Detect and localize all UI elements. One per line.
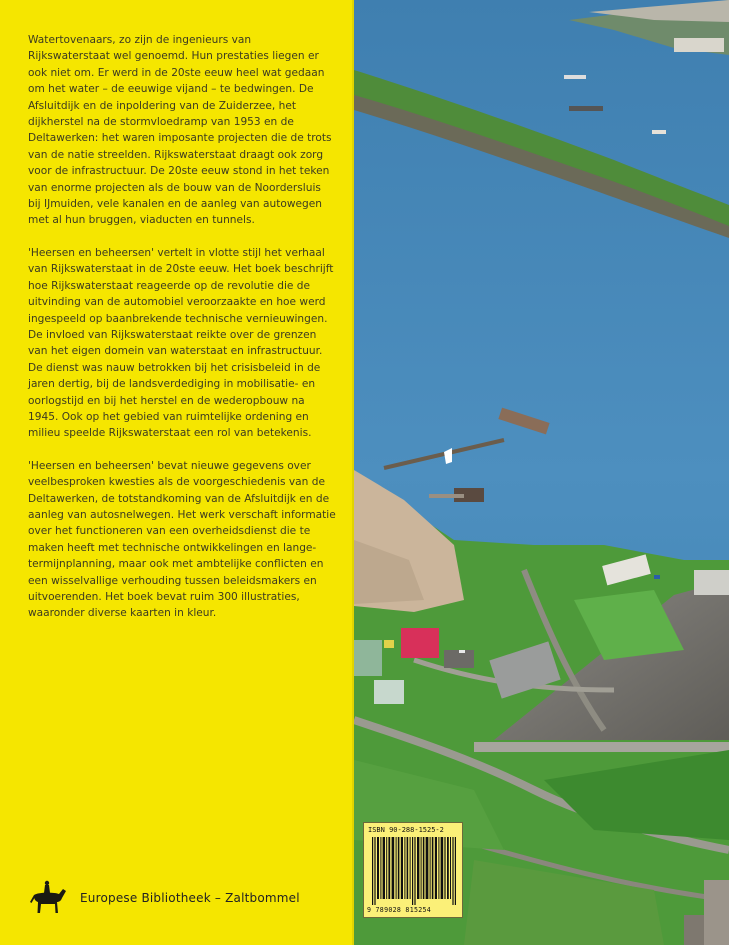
aerial-harbor-image bbox=[354, 0, 729, 945]
horse-rider-icon bbox=[28, 880, 68, 916]
barcode-number: 9 789028 815254 bbox=[367, 906, 432, 914]
blurb-paragraph-3: 'Heersen en beheersen' bevat nieuwe gegevens over veelbesproken kwesties als de voorgeschiedenis van de Deltawerken, de totstandkoming van de Afsluitdijk en de aanleg van autosnelwegen. Het werk verschaft informatie over het functioneren van een overheidsdienst die te maken heeft met technische ontwikkelingen en lange-termijnplanning, maar ook met ambtelijke conflicten en een wisselvallige verhouding tussen beleidsmakers en uitvoerenden. Het boek bevat ruim 300 illustraties, waaronder diverse kaarten in kleur. bbox=[28, 459, 336, 620]
blurb-paragraph-2: 'Heersen en beheersen' vertelt in vlotte stijl het verhaal van Rijkswaterstaat in de 20ste eeuw. Het boek beschrijft hoe Rijkswaterstaat reageerde op de revolutie die de uitvinding van de automobiel veroorzaakte en hoe werd ingespeeld op baanbrekende technische vernieuwingen. De invloed van Rijkswaterstaat reikte over de grenzen van het eigen domein van waterstaat en infrastructuur. De dienst was nauw betrokken bij het crisisbeleid in de jaren dertig, bij de landsverdediging in mobilisatie- en oorlogstijd en bij het herstel en de wederopbouw na 1945. Ook op het gebied van ruimtelijke ordening en milieu speelde Rijkswaterstaat een rol van betekenis. bbox=[28, 246, 334, 440]
blurb-text bbox=[28, 32, 336, 638]
publisher-imprint bbox=[28, 880, 300, 916]
publisher-name: Europese Bibliotheek – Zaltbommel bbox=[80, 891, 300, 905]
back-cover-text-panel bbox=[0, 0, 354, 945]
aerial-photo bbox=[354, 0, 729, 945]
isbn-barcode-label bbox=[363, 822, 463, 918]
isbn-text: ISBN 90-288-1525-2 bbox=[368, 826, 444, 834]
barcode-icon bbox=[372, 837, 456, 905]
blurb-paragraph-1: Watertovenaars, zo zijn de ingenieurs van Rijkswaterstaat wel genoemd. Hun prestaties liegen er ook niet om. Er werd in de 20ste eeuw heel wat gedaan om het water – de eeuwige vijand – te bedwingen. De Afsluitdijk en de inpoldering van de Zuiderzee, het dijkherstel na de stormvloedramp van 1953 en de Deltawerken: het waren imposante projecten die de trots van de natie streelden. Rijkswaterstaat draagt ook zorg voor de infrastructuur. De 20ste eeuw stond in het teken van enorme projecten als de bouw van de Noordersluis bij IJmuiden, vele kanalen en de aanleg van autowegen met al hun bruggen, viaducten en tunnels. bbox=[28, 34, 332, 227]
